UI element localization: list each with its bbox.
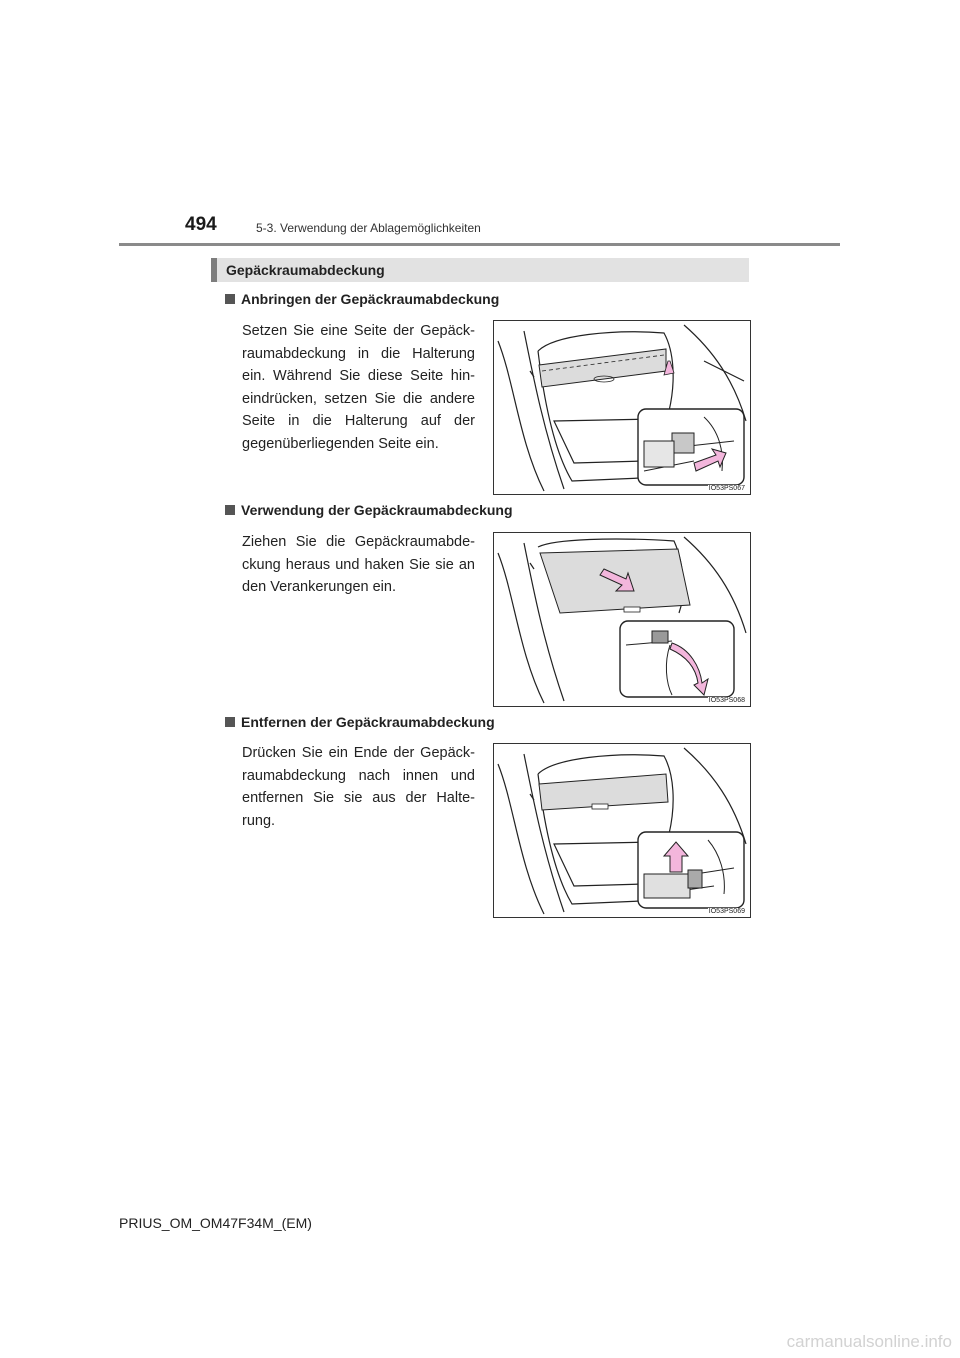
section-heading-text: Verwendung der Gepäckraumabdeckung xyxy=(241,502,513,518)
figure-use-cover xyxy=(493,532,751,707)
section-title: 5-3. Verwendung der Ablagemöglichkeiten xyxy=(256,221,481,235)
section-text-remove xyxy=(242,742,475,832)
figure-remove-cover xyxy=(493,743,751,918)
section-heading-remove xyxy=(225,714,495,730)
figure-attach-cover xyxy=(493,320,751,495)
footer-doc-code: PRIUS_OM_OM47F34M_(EM) xyxy=(119,1215,312,1231)
trunk-illustration-1 xyxy=(494,321,750,494)
trunk-illustration-2 xyxy=(494,533,750,706)
topic-bar xyxy=(211,258,749,282)
section-heading-use xyxy=(225,502,513,518)
text-line: raumabdeckung nach innen und xyxy=(242,767,475,784)
section-heading-text: Anbringen der Gepäckraumabdeckung xyxy=(241,291,500,307)
square-bullet-icon xyxy=(225,294,235,304)
text-line: Setzen Sie eine Seite der Gepäck- xyxy=(242,323,475,339)
figure-code: IO53PS069 xyxy=(708,908,745,915)
text-line: Ziehen Sie die Gepäckraumabde- xyxy=(242,534,475,550)
header-rule xyxy=(119,243,840,246)
text-line: den Verankerungen ein. xyxy=(242,579,396,596)
page-number: 494 xyxy=(185,214,217,235)
figure-code: IO53PS067 xyxy=(708,485,745,492)
watermark: carmanualsonline.info xyxy=(786,1332,952,1351)
text-line: gegenüberliegenden Seite ein. xyxy=(242,435,439,452)
text-line: eindrücken, setzen Sie die andere xyxy=(242,390,475,407)
text-line: Seite in die Halterung auf der xyxy=(242,413,475,430)
text-line: raumabdeckung in die Halterung xyxy=(242,345,475,362)
trunk-illustration-3 xyxy=(494,744,750,917)
section-heading-text: Entfernen der Gepäckraumabdeckung xyxy=(241,714,495,730)
text-line: Drücken Sie ein Ende der Gepäck- xyxy=(242,745,475,761)
text-line: ein. Während Sie diese Seite hin- xyxy=(242,368,475,385)
text-line: ckung heraus und haken Sie sie an xyxy=(242,556,475,573)
topic-title: Gepäckraumabdeckung xyxy=(226,262,385,278)
section-heading-attach xyxy=(225,291,499,307)
text-line: entfernen Sie sie aus der Halte- xyxy=(242,790,475,807)
square-bullet-icon xyxy=(225,717,235,727)
text-line: rung. xyxy=(242,812,276,829)
topic-bar-accent xyxy=(211,258,217,282)
square-bullet-icon xyxy=(225,505,235,515)
section-text-use xyxy=(242,531,475,599)
section-text-attach xyxy=(242,320,475,456)
figure-code: IO53PS068 xyxy=(708,697,745,704)
